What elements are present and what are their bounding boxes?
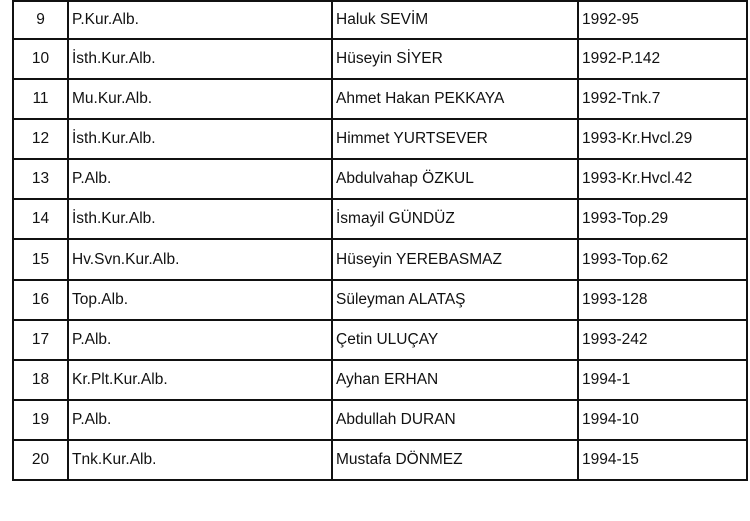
table-row [13, 119, 747, 159]
class-cell: 1993-242 [578, 320, 747, 360]
table-row [13, 440, 747, 480]
name-cell: Süleyman ALATAŞ [332, 280, 578, 320]
personnel-table [12, 0, 748, 481]
class-cell: 1993-Top.62 [578, 239, 747, 279]
class-cell: 1994-10 [578, 400, 747, 440]
row-number: 14 [13, 199, 68, 239]
row-number: 16 [13, 280, 68, 320]
class-cell: 1992-Tnk.7 [578, 79, 747, 119]
rank-cell: P.Alb. [68, 159, 332, 199]
name-cell: Hüseyin SİYER [332, 39, 578, 79]
rank-cell: P.Kur.Alb. [68, 1, 332, 39]
rank-cell: Top.Alb. [68, 280, 332, 320]
class-cell: 1993-Kr.Hvcl.42 [578, 159, 747, 199]
table-row [13, 320, 747, 360]
row-number: 18 [13, 360, 68, 400]
rank-cell: P.Alb. [68, 320, 332, 360]
table-row [13, 199, 747, 239]
table-row [13, 79, 747, 119]
name-cell: Abdullah DURAN [332, 400, 578, 440]
table-row [13, 239, 747, 279]
name-cell: Mustafa DÖNMEZ [332, 440, 578, 480]
table-row [13, 1, 747, 39]
rank-cell: Kr.Plt.Kur.Alb. [68, 360, 332, 400]
name-cell: Ahmet Hakan PEKKAYA [332, 79, 578, 119]
row-number: 9 [13, 1, 68, 39]
row-number: 11 [13, 79, 68, 119]
row-number: 12 [13, 119, 68, 159]
rank-cell: Hv.Svn.Kur.Alb. [68, 239, 332, 279]
class-cell: 1994-1 [578, 360, 747, 400]
row-number: 17 [13, 320, 68, 360]
name-cell: Çetin ULUÇAY [332, 320, 578, 360]
row-number: 15 [13, 239, 68, 279]
table-row [13, 280, 747, 320]
class-cell: 1993-Top.29 [578, 199, 747, 239]
row-number: 20 [13, 440, 68, 480]
name-cell: Himmet YURTSEVER [332, 119, 578, 159]
rank-cell: İsth.Kur.Alb. [68, 199, 332, 239]
rank-cell: P.Alb. [68, 400, 332, 440]
table-row [13, 360, 747, 400]
name-cell: Abdulvahap ÖZKUL [332, 159, 578, 199]
class-cell: 1993-128 [578, 280, 747, 320]
name-cell: İsmayil GÜNDÜZ [332, 199, 578, 239]
row-number: 10 [13, 39, 68, 79]
class-cell: 1994-15 [578, 440, 747, 480]
name-cell: Ayhan ERHAN [332, 360, 578, 400]
rank-cell: İsth.Kur.Alb. [68, 39, 332, 79]
table-row [13, 39, 747, 79]
table-row [13, 400, 747, 440]
rank-cell: Tnk.Kur.Alb. [68, 440, 332, 480]
name-cell: Haluk SEVİM [332, 1, 578, 39]
rank-cell: İsth.Kur.Alb. [68, 119, 332, 159]
row-number: 19 [13, 400, 68, 440]
class-cell: 1992-P.142 [578, 39, 747, 79]
class-cell: 1992-95 [578, 1, 747, 39]
table-row [13, 159, 747, 199]
personnel-table-container [12, 0, 746, 481]
rank-cell: Mu.Kur.Alb. [68, 79, 332, 119]
name-cell: Hüseyin YEREBASMAZ [332, 239, 578, 279]
row-number: 13 [13, 159, 68, 199]
class-cell: 1993-Kr.Hvcl.29 [578, 119, 747, 159]
